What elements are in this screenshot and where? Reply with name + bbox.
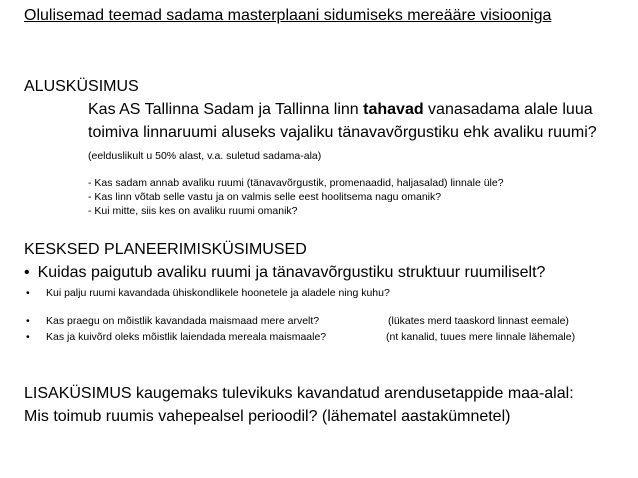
key-question-item: Kas ja kuivõrd oleks mõistlik laiendada mereala maismaale?	[46, 331, 327, 343]
key-questions-heading: KESKSED PLANEERIMISKÜSIMUSED	[24, 241, 307, 258]
bullet-mark: •	[24, 264, 30, 281]
main-question-heading: ALUSKÜSIMUS	[24, 78, 139, 95]
key-question-item: Kui palju ruumi kavandada ühiskondlikele hoonetele ja aladele ning kuhu?	[46, 287, 390, 299]
main-question-line1-bold: tahavad	[363, 101, 424, 118]
key-questions-main-bullet	[24, 264, 545, 282]
main-question-line1	[88, 101, 593, 119]
key-question-note: (lükates merd taaskord linnast eemale)	[388, 315, 569, 327]
main-question-sub-item: - Kas sadam annab avaliku ruumi (tänavavõrgustik, promenaadid, haljasalad) linnale üle?	[88, 177, 504, 189]
key-questions-main-bullet-text: Kuidas paigutub avaliku ruumi ja tänavavõrgustiku struktuur ruumiliselt?	[37, 264, 546, 281]
additional-question-line1: LISAKÜSIMUS kaugemaks tulevikuks kavandatud arendusetappide maa-alal:	[24, 385, 574, 402]
page-title: Olulisemad teemad sadama masterplaani sidumiseks mereääre visiooniga	[24, 7, 552, 24]
main-question-line1-post: vanasadama alale luua	[423, 101, 593, 118]
main-question-sub-item: - Kas linn võtab selle vastu ja on valmis selle eest hoolitsema nagu omanik?	[88, 191, 442, 203]
key-question-note: (nt kanalid, tuues mere linnale lähemale)	[386, 331, 576, 343]
main-question-note: (eelduslikult u 50% alast, v.a. suletud sadama-ala)	[88, 150, 322, 162]
additional-question-line2: Mis toimub ruumis vahepealsel perioodil? (lähematel aastakümnetel)	[24, 408, 511, 425]
main-question-line1-pre: Kas AS Tallinna Sadam ja Tallinna linn	[88, 101, 364, 118]
bullet-mark: •	[26, 287, 30, 299]
key-question-item: Kas praegu on mõistlik kavandada maismaad mere arvelt?	[46, 315, 320, 327]
main-question-line2: toimiva linnaruumi aluseks vajaliku tänavavõrgustiku ehk avaliku ruumi?	[88, 124, 597, 141]
bullet-mark: •	[26, 331, 30, 343]
main-question-sub-item: - Kui mitte, siis kes on avaliku ruumi omanik?	[88, 205, 298, 217]
bullet-mark: •	[26, 315, 30, 327]
